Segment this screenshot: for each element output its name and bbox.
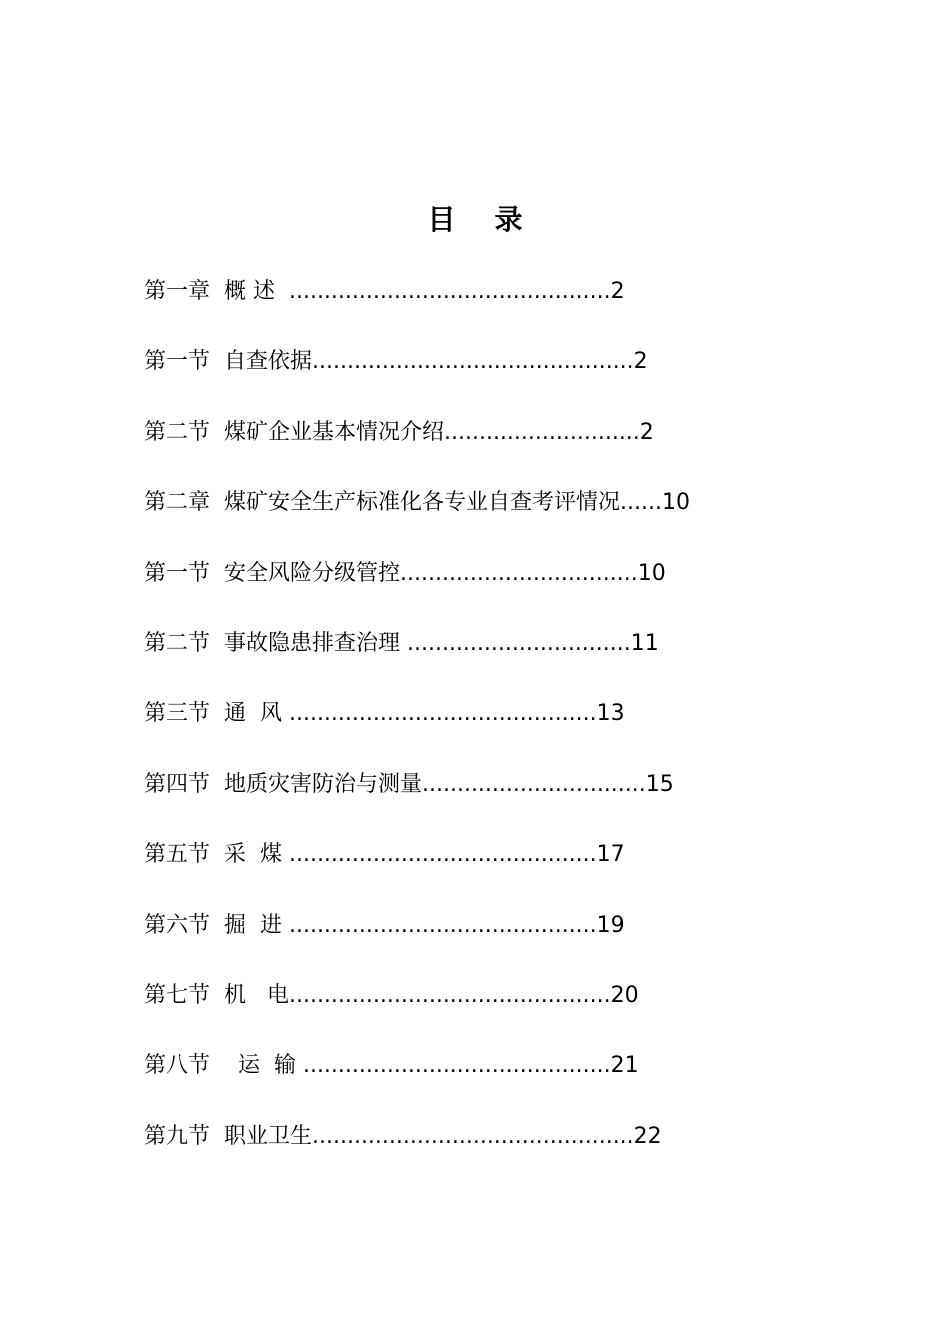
toc-entry: 第六节 掘 进 ............................................19 — [144, 912, 625, 938]
toc-entry: 第四节 地质灾害防治与测量................................15 — [144, 771, 674, 797]
toc-entry: 第一节 安全风险分级管控..................................10 — [144, 560, 666, 586]
toc-entry: 第一章 概 述 ..............................................2 — [144, 279, 625, 304]
table-of-contents — [144, 272, 864, 1187]
toc-entry: 第二节 煤矿企业基本情况介绍............................2 — [144, 419, 654, 445]
toc-entry: 第三节 通 风 ............................................13 — [144, 701, 625, 727]
toc-entry: 第二章 煤矿安全生产标准化各专业自查考评情况......10 — [144, 490, 690, 516]
toc-entry: 第八节 运 输 ............................................21 — [144, 1053, 639, 1079]
toc-title: 目 录 — [427, 203, 523, 236]
toc-entry: 第九节 职业卫生..............................................22 — [144, 1123, 662, 1149]
toc-entry: 第一节 自查依据..............................................2 — [144, 349, 648, 375]
toc-entry: 第五节 采 煤 ............................................17 — [144, 842, 625, 868]
toc-entry: 第七节 机 电..............................................20 — [144, 982, 639, 1008]
toc-entry: 第二节 事故隐患排查治理 ................................11 — [144, 630, 659, 656]
